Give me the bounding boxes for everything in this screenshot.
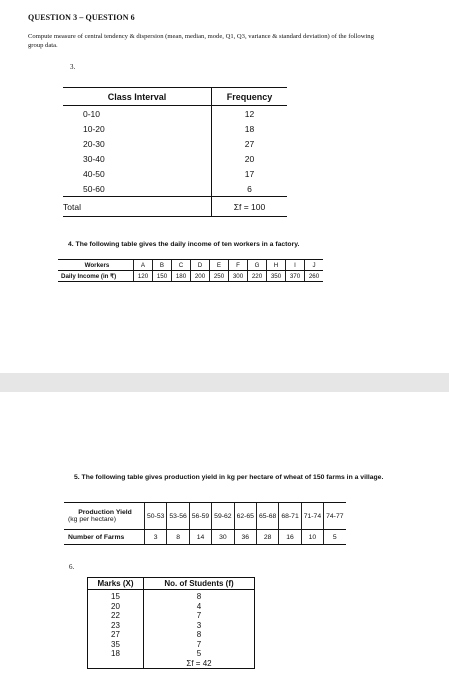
frequency-header: Frequency [212,88,288,106]
class-interval-cell: 40-50 [63,166,212,181]
frequency-cell: 27 [244,138,255,149]
marks-cell: 27 [88,630,144,640]
yield-cell: 68-71 [279,503,301,530]
worker-cell: E [210,260,229,271]
farms-cell: 14 [189,530,211,545]
students-cell: 4 [196,601,202,611]
students-cell: 7 [196,611,202,620]
total-row [63,197,287,217]
yield-cell: 65-68 [256,503,278,530]
workers-row [58,260,323,271]
worker-cell: H [267,260,286,271]
class-interval-cell: 20-30 [63,136,212,151]
farms-cell: 3 [145,530,167,545]
income-cell: 260 [305,271,324,282]
page-heading: QUESTION 3 – QUESTION 6 [28,13,135,22]
yield-cell: 53-56 [167,503,189,530]
class-interval-cell: 50-60 [63,181,212,197]
daily-income-table [58,259,323,282]
class-interval-table [63,87,287,217]
table-row [88,621,255,631]
table-row [88,640,255,650]
class-interval-cell: 30-40 [63,151,212,166]
students-cell: 8 [196,630,202,639]
farms-cell: 10 [301,530,323,545]
table-header-row [63,88,287,106]
income-label: Daily Income (in ₹) [58,271,134,282]
yield-cell: 50-53 [145,503,167,530]
class-interval-cell: 0-10 [63,106,212,122]
worker-cell: G [248,260,267,271]
production-yield-table [64,502,346,545]
worker-cell: J [305,260,324,271]
yield-label-line2: (kg per hectare) [68,516,116,523]
worker-cell: A [134,260,153,271]
total-label: Total [63,197,212,217]
farms-cell: 5 [324,530,346,545]
table-row [63,151,287,166]
question-3-number: 3. [70,63,76,71]
instructions-text: Compute measure of central tendency & dispersion (mean, median, mode, Q1, Q3, variance & standard deviation) of the following group data. [28,33,374,49]
marks-cell: 23 [88,621,144,631]
worker-cell: B [153,260,172,271]
farms-cell: 36 [234,530,256,545]
marks-cell: 22 [88,611,144,621]
table-row [63,166,287,181]
table-row [88,649,255,659]
marks-total-empty [88,659,144,669]
total-row [88,659,255,669]
table-row [63,136,287,151]
income-cell: 300 [229,271,248,282]
question-5-text: 5. The following table gives production yield in kg per hectare of wheat of 150 farms in a village. [74,474,384,481]
frequency-cell: 20 [244,153,255,164]
table-row [63,106,287,122]
yield-label [64,503,145,530]
students-cell: 3 [196,620,202,630]
table-header-row [88,578,255,590]
students-total: Σf = 42 [186,658,212,668]
frequency-cell: 12 [244,108,255,119]
frequency-cell: 18 [244,123,255,134]
income-cell: 220 [248,271,267,282]
workers-label: Workers [58,260,134,271]
farms-cell: 28 [256,530,278,545]
table-row [88,602,255,612]
marks-table [87,577,255,669]
marks-cell: 35 [88,640,144,650]
income-cell: 150 [153,271,172,282]
income-cell: 250 [210,271,229,282]
marks-cell: 18 [88,649,144,659]
page-separator [0,373,449,392]
worker-cell: I [286,260,305,271]
farms-cell: 30 [212,530,234,545]
marks-cell: 15 [88,590,144,602]
income-cell: 200 [191,271,210,282]
students-cell: 5 [196,649,202,658]
yield-cell: 62-65 [234,503,256,530]
yield-label-line1: Production Yield [78,509,132,516]
students-header: No. of Students (f) [144,578,255,590]
worker-cell: D [191,260,210,271]
table-row [63,121,287,136]
table-row [88,611,255,621]
total-value: Σf = 100 [212,197,288,217]
marks-cell: 20 [88,602,144,612]
table-row [88,630,255,640]
class-interval-header: Class Interval [63,88,212,106]
students-cell: 8 [196,592,202,601]
yield-cell: 56-59 [189,503,211,530]
students-cell: 7 [196,639,202,649]
farms-cell: 8 [167,530,189,545]
class-interval-cell: 10-20 [63,121,212,136]
table-row [88,590,255,602]
income-cell: 120 [134,271,153,282]
worker-cell: F [229,260,248,271]
marks-header: Marks (X) [88,578,144,590]
question-6-number: 6. [69,563,75,571]
income-row [58,271,323,282]
yield-cell: 74-77 [324,503,346,530]
worker-cell: C [172,260,191,271]
table-row [63,181,287,197]
yield-cell: 59-62 [212,503,234,530]
farms-cell: 16 [279,530,301,545]
income-cell: 350 [267,271,286,282]
frequency-cell: 6 [247,183,252,194]
farms-row [64,530,346,545]
question-4-text: 4. The following table gives the daily income of ten workers in a factory. [68,241,300,248]
income-cell: 370 [286,271,305,282]
income-cell: 180 [172,271,191,282]
farms-label: Number of Farms [64,530,145,545]
frequency-cell: 17 [244,168,255,179]
yield-cell: 71-74 [301,503,323,530]
yield-row [64,503,346,530]
